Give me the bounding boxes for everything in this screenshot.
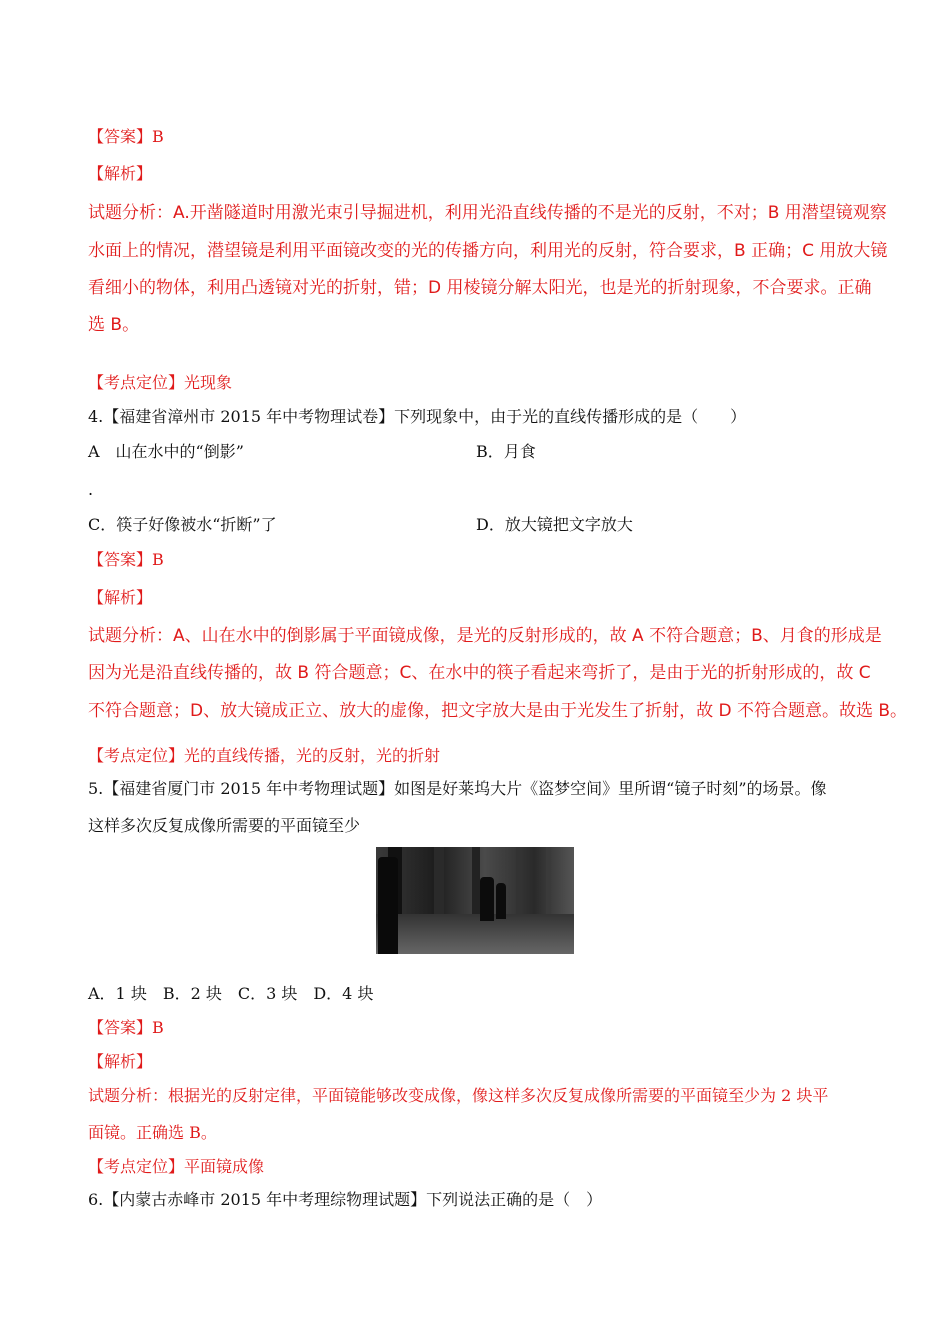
q3-analysis-line-4: 选 B。 bbox=[88, 315, 140, 335]
q5-options: A．1 块 B．2 块 C．3 块 D．4 块 bbox=[88, 984, 374, 1003]
q4-stem: 4.【福建省漳州市 2015 年中考物理试卷】下列现象中，由于光的直线传播形成的是（ ） bbox=[88, 407, 747, 426]
q3-answer: 【答案】B bbox=[88, 127, 164, 146]
mirror-scene-photo bbox=[376, 847, 574, 954]
q4-option-d: D．放大镜把文字放大 bbox=[476, 515, 633, 534]
q3-analysis-heading: 【解析】 bbox=[88, 164, 153, 183]
q4-analysis-heading: 【解析】 bbox=[88, 588, 153, 607]
q5-topic: 【考点定位】平面镜成像 bbox=[88, 1157, 265, 1176]
q4-option-c: C．筷子好像被水“折断”了 bbox=[88, 515, 277, 534]
q3-topic: 【考点定位】光现象 bbox=[88, 373, 233, 392]
q3-analysis-line-3: 看细小的物体，利用凸透镜对光的折射，错；D 用棱镜分解太阳光，也是光的折射现象，不合要求。正确 bbox=[88, 278, 872, 298]
q4-option-b: B．月食 bbox=[476, 442, 536, 461]
q4-answer: 【答案】B bbox=[88, 550, 164, 569]
q4-analysis-line-2: 因为光是沿直线传播的，故 B 符合题意；C、在水中的筷子看起来弯折了，是由于光的折射形成的，故 C bbox=[88, 663, 871, 683]
q5-stem-line-1: 5.【福建省厦门市 2015 年中考物理试题】如图是好莱坞大片《盗梦空间》里所谓“镜子时刻”的场景。像 bbox=[88, 779, 827, 798]
q5-analysis-heading: 【解析】 bbox=[88, 1052, 153, 1071]
q4-analysis-line-1: 试题分析：A、山在水中的倒影属于平面镜成像，是光的反射形成的，故 A 不符合题意；B、月食的形成是 bbox=[88, 626, 882, 646]
q3-analysis-line-1: 试题分析：A.开凿隧道时用激光束引导掘进机，利用光沿直线传播的不是光的反射，不对；B 用潜望镜观察 bbox=[88, 203, 887, 223]
q4-analysis-line-3: 不符合题意；D、放大镜成正立、放大的虚像，把文字放大是由于光发生了折射，故 D 不符合题意。故选 B。 bbox=[88, 701, 908, 721]
q4-topic: 【考点定位】光的直线传播，光的反射，光的折射 bbox=[88, 746, 441, 765]
q4-dot: . bbox=[88, 480, 94, 499]
q3-analysis-line-2: 水面上的情况，潜望镜是利用平面镜改变的光的传播方向，利用光的反射，符合要求，B 正确；C 用放大镜 bbox=[88, 241, 888, 261]
q5-analysis-line-1: 试题分析：根据光的反射定律，平面镜能够改变成像，像这样多次反复成像所需要的平面镜至少为 2 块平 bbox=[88, 1086, 829, 1105]
q6-stem: 6.【内蒙古赤峰市 2015 年中考理综物理试题】下列说法正确的是（ ） bbox=[88, 1190, 603, 1209]
q4-option-a: A 山在水中的“倒影” bbox=[88, 442, 244, 461]
q5-analysis-line-2: 面镜。正确选 B。 bbox=[88, 1123, 217, 1142]
q5-answer: 【答案】B bbox=[88, 1018, 164, 1037]
q5-stem-line-2: 这样多次反复成像所需要的平面镜至少 bbox=[88, 816, 361, 835]
